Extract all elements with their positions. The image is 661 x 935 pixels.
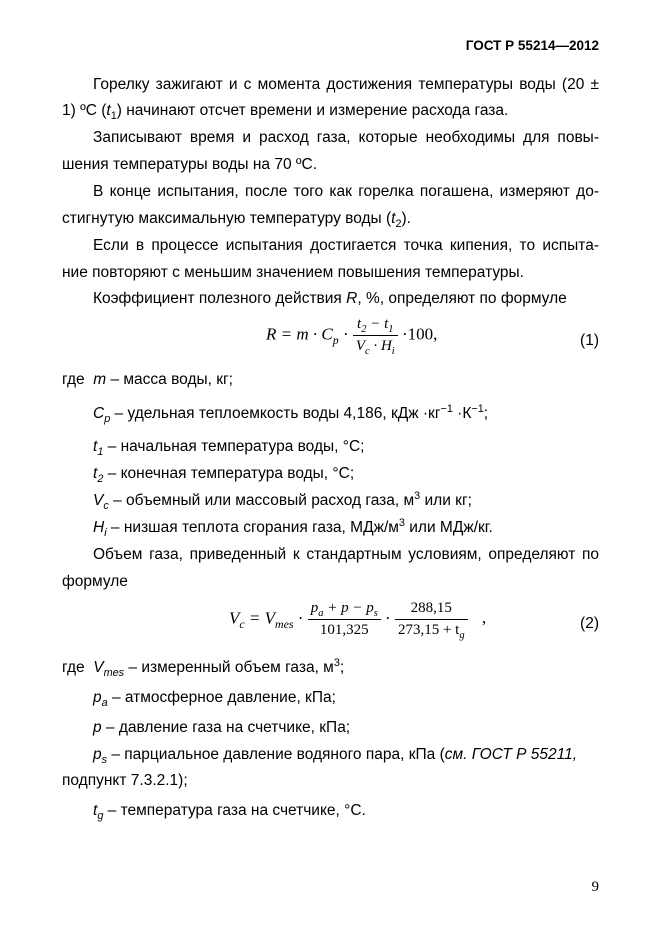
def-t2: $t_2$ – конечная температура воды, °С; bbox=[93, 465, 355, 486]
paragraph-1-line-1: Горелку зажигают и с момента достижения температуры воды (20 ± bbox=[93, 76, 599, 93]
formula-1-number: (1) bbox=[580, 332, 599, 349]
paragraph-1-line-2: 1) ºС $(t_1)$ начинают отсчет времени и измерение расхода газа. bbox=[62, 102, 509, 123]
def-ps: $p_s$ – парциальное давление водяного пара, кПа (см. ГОСТ Р 55211, bbox=[93, 746, 578, 767]
def-tg: $t_g$ – температура газа на счетчике, °С. bbox=[93, 802, 366, 823]
def-vmes: где $V_{mes}$ – измеренный объем газа, $м^3$; bbox=[62, 656, 345, 680]
paragraph-4-line-1: Если в процессе испытания достигается точка кипения, то испыта- bbox=[93, 237, 599, 254]
paragraph-6-line-1: Объем газа, приведенный к стандартным условиям, определяют по bbox=[93, 546, 599, 563]
gost-reference: см. ГОСТ Р 55211, bbox=[444, 746, 578, 763]
formula-1: $R = m \cdot C_p$ · $\frac{t_2 - t_1}{V_c \cdot H_i}$ ·100, bbox=[266, 316, 438, 357]
paragraph-6-line-2: формуле bbox=[62, 573, 128, 590]
document-header: ГОСТ Р 55214—2012 bbox=[465, 38, 599, 53]
def-cp: $C_p$ – удельная теплоемкость воды 4,186, кДж $\cdot кг^{-1} \cdot К^{-1}$; bbox=[93, 402, 489, 426]
page-number: 9 bbox=[591, 879, 599, 895]
paragraph-3-line-1: В конце испытания, после того как горелка погашена, измеряют до- bbox=[93, 183, 599, 200]
formula-2-fraction-2: $\frac{288,15}{273,15 + t_g}$ bbox=[395, 600, 468, 639]
def-t1: $t_1$ – начальная температура воды, °С; bbox=[93, 438, 365, 459]
paragraph-5: Коэффициент полезного действия R, %, определяют по формуле bbox=[93, 290, 567, 307]
def-vc: $V_c$ – объемный или массовый расход газа, $м^3$ или кг; bbox=[93, 489, 472, 513]
paragraph-2-line-1: Записывают время и расход газа, которые необходимы для повы- bbox=[93, 129, 599, 146]
formula-1-fraction: $\frac{t_2 - t_1}{V_c \cdot H_i}$ bbox=[353, 316, 398, 355]
paragraph-4-line-2: ние повторяют с меньшим значением повышения температуры. bbox=[62, 264, 524, 281]
def-m: где m – масса воды, кг; bbox=[62, 371, 233, 388]
def-hi: $H_i$ – низшая теплота сгорания газа, МДж/$м^3$ или МДж/кг. bbox=[93, 516, 493, 540]
formula-2: $V_c = V_{mes}$ · $\frac{p_a + p - p_s}{101,325}$ · $\frac{288,15}{273,15 + t_g}$ , bbox=[229, 600, 487, 641]
paragraph-3-line-2: стигнутую максимальную температуру воды $(t_2)$. bbox=[62, 210, 411, 231]
formula-2-fraction-1: $\frac{p_a + p - p_s}{101,325}$ bbox=[308, 600, 381, 639]
def-pa: $p_a$ – атмосферное давление, кПа; bbox=[93, 689, 336, 710]
def-ps-line-2: подпункт 7.3.2.1); bbox=[62, 772, 188, 789]
paragraph-2-line-2: шения температуры воды на 70 ºС. bbox=[62, 156, 318, 173]
def-p: p – давление газа на счетчике, кПа; bbox=[93, 719, 351, 736]
formula-2-number: (2) bbox=[580, 615, 599, 632]
